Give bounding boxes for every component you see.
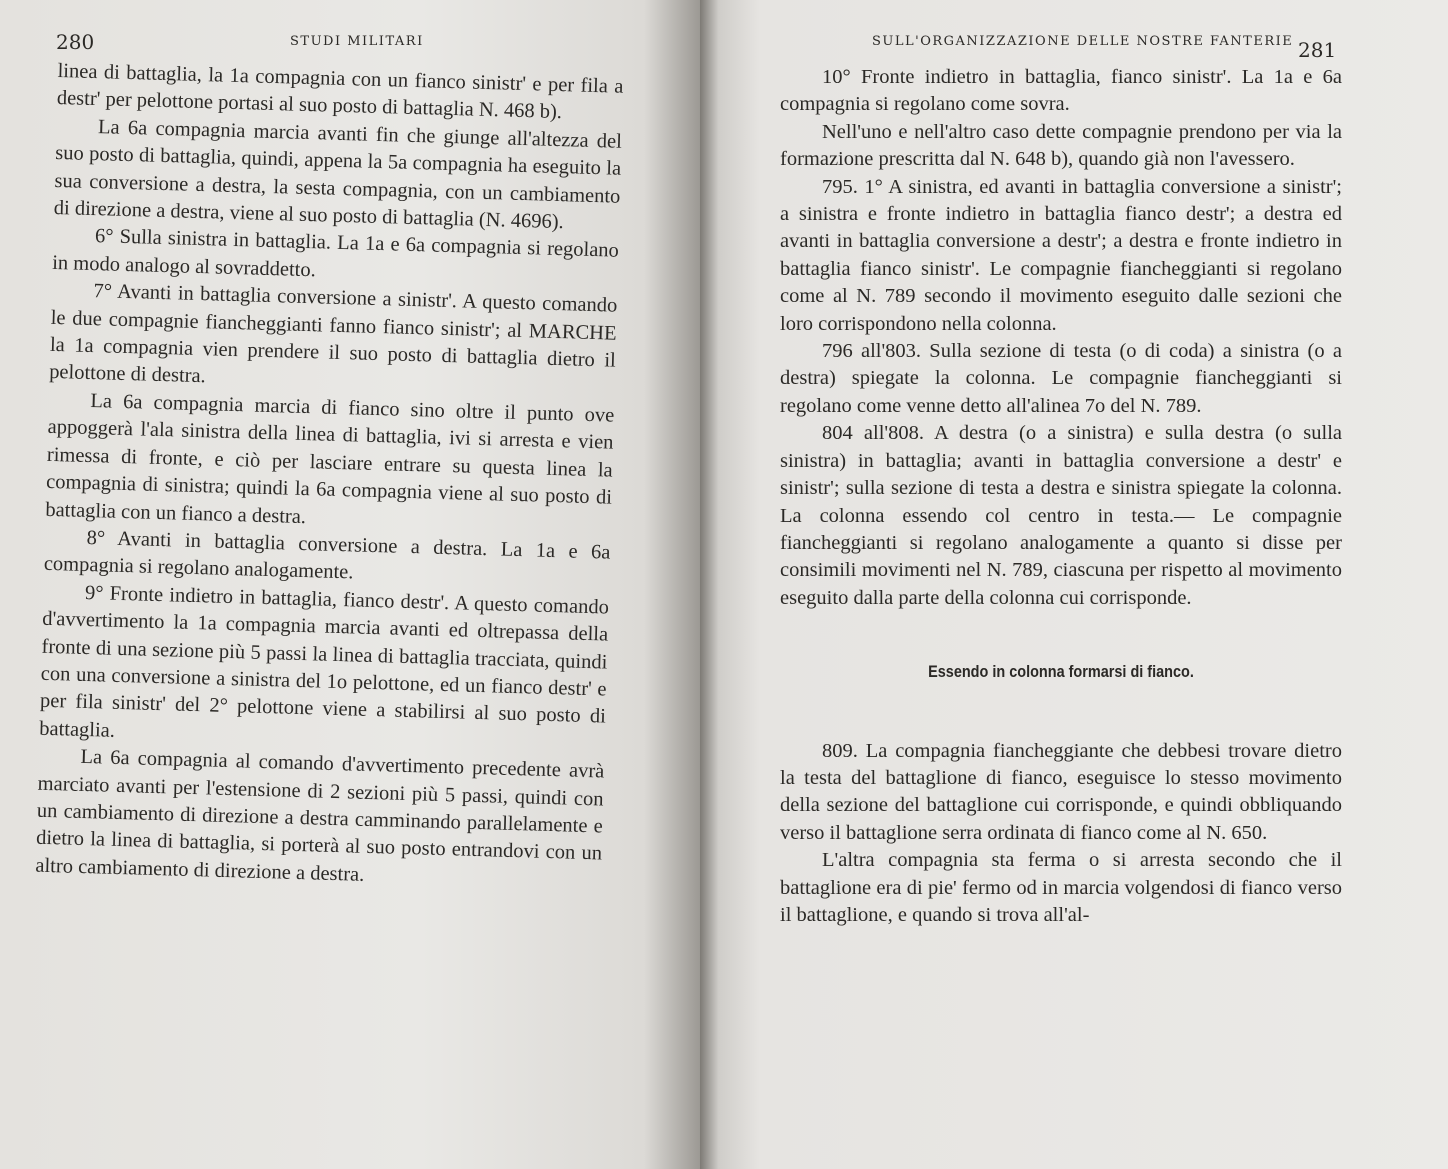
paragraph: 795. 1° A sinistra, ed avanti in battaglia conversione a sinistr'; a sinistra e fronte indietro in battaglia fianco destr'; a destra ed avanti in battaglia conversione a destr'; a destra e fronte indietro in battaglia fianco sinistr'. Le compagnie fiancheggianti si regolano come al N. 789 secondo il movimento eseguito dalle sezioni che loro corrispondono nella colonna. [780,175,1342,335]
paragraph: 9° Fronte indietro in battaglia, fianco destr'. A questo comando d'avvertimento la 1a compagnia marcia avanti ed oltrepassa della fronte di una sezione più 5 passi la linea di battaglia tracciata, quindi con una conversione a sinistra del 1o pelottone, ed un fianco destr' e per fila sinistr' del 2° pelottone viene a stabilirsi al suo posto di battaglia. [38,581,610,742]
paragraph: La 6a compagnia marcia avanti fin che giunge all'altezza del suo posto di battaglia, quindi, appena la 5a compagnia ha eseguito la sua conversione a destra, la sesta compagnia, con un cambiamento di direzione a destra, viene al suo posto di battaglia (N. 4696). [53,115,623,234]
paragraph: 6° Sulla sinistra in battaglia. La 1a e 6a compagnia si regolano in modo analogo al sovraddetto. [51,225,620,282]
right-page [700,0,1448,1169]
left-page-body [35,58,624,896]
paragraph: 7° Avanti in battaglia conversione a sinistr'. A questo comando le due compagnie fiancheggianti fanno fianco sinistr'; al MARCHE la 1a compagnia vien prendere il suo posto di battaglia dietro il pelottone di destra. [48,280,618,388]
left-page [0,0,700,1169]
paragraph: La 6a compagnia marcia di fianco sino oltre il punto ove appoggerà l'ala sinistra della linea di battaglia, ivi si arresta e vien rimessa di fronte, e ciò per lasciare entrare su questa linea la compagnia di sinistra; quindi la 6a compagnia viene al suo posto di battaglia con un fianco a destra. [45,389,615,528]
paragraph: Nell'uno e nell'altro caso dette compagnie prendono per via la formazione prescritta dal N. 648 b), quando già non l'avessero. [780,120,1342,171]
page-number-right: 281 [1298,38,1337,62]
running-head-left: STUDI MILITARI [290,34,424,49]
page-number-left: 280 [56,30,95,54]
paragraph: 809. La compagnia fiancheggiante che debbesi trovare dietro la testa del battaglione di fianco, eseguisce lo stesso movimento della sezione del battaglione cui corrisponde, e quindi obbliquando verso il battaglione serra ordinata di fianco come al N. 650. [780,739,1342,844]
paragraph: 796 all'803. Sulla sezione di testa (o di coda) a sinistra (o a destra) spiegate la colonna. Le compagnie fiancheggianti si regolano come venne detto all'alinea 7o del N. 789. [780,340,1342,417]
paragraph: linea di battaglia, la 1a compagnia con un fianco sinistr' e per fila a destr' per pelottone portasi al suo posto di battaglia N. 468 b). [56,59,624,124]
running-head-right: SULL'ORGANIZZAZIONE DELLE NOSTRE FANTERIE [872,34,1294,49]
paragraph: 8° Avanti in battaglia conversione a destra. La 1a e 6a compagnia si regolano analogamente. [43,526,611,584]
paragraph: 10° Fronte indietro in battaglia, fianco sinistr'. La 1a e 6a compagnia si regolano come sovra. [780,66,1342,116]
right-page-body [780,64,1342,929]
paragraph: 804 all'808. A destra (o a sinistra) e sulla destra (o sulla sinistra) in battaglia; avanti in battaglia conversione a destr' e sinistr'; sulla sezione di testa a destra e sinistra spiegate la colonna. La colonna essendo col centro in testa.— Le compagnie fiancheggianti si regolano analogamente a quanto si disse per consimili movimenti nel N. 789, ciascuna per rispetto al movimento eseguito dalla parte della colonna cui corrisponde. [780,422,1342,609]
paragraph: L'altra compagnia sta ferma o si arresta secondo che il battaglione era di pie' fermo od in marcia volgendosi di fianco verso il battaglione, e quando si trova all'al- [780,849,1342,926]
paragraph: La 6a compagnia al comando d'avvertimento precedente avrà marciato avanti per l'estensione di 2 sezioni più 5 passi, quindi con un cambiamento di direzione a destra camminando parallelamente e dietro la linea di battaglia, si porterà al suo posto entrandovi con un altro cambiamento di direzione a destra. [35,746,605,886]
section-heading: Essendo in colonna formarsi di fianco. [928,662,1194,682]
